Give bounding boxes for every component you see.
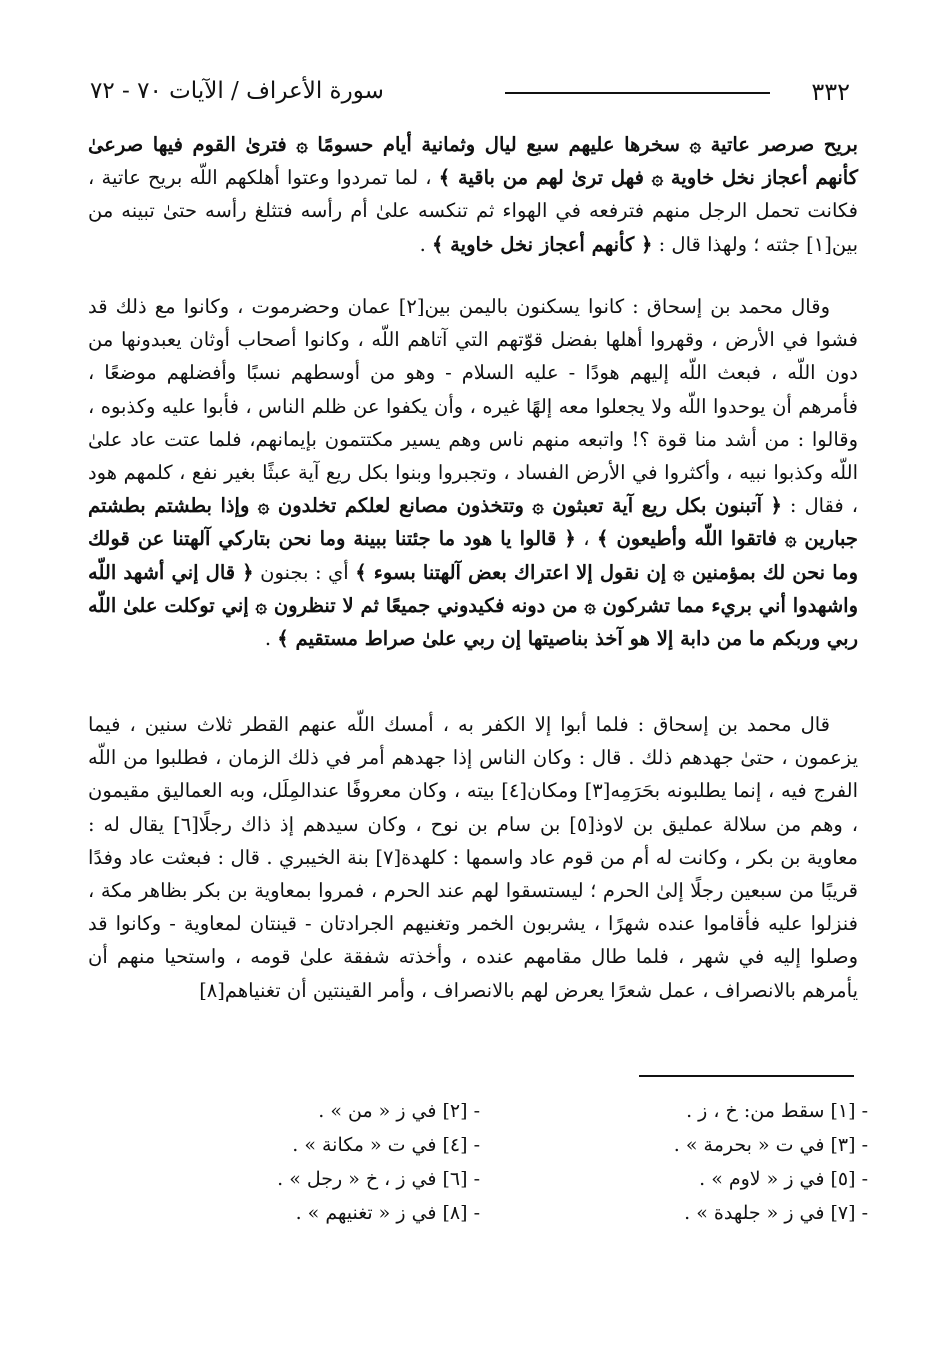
footnote-mark: [٣] - [830,1134,868,1156]
text-run: أي : بجنون [253,560,356,584]
footnotes [88,1100,868,1240]
header-rule [505,92,770,94]
text-run: . [264,627,278,651]
footnote-mark: [٦] - [442,1168,480,1190]
footnote-6 [277,1168,480,1190]
footnote-mark: [٢] - [442,1100,480,1122]
footnote-mark: [٧] - [830,1202,868,1224]
footnote-rule [639,1075,854,1077]
footnote-4 [292,1134,480,1156]
text-run: بريح صرصر عاتية ۞ سخرها عليهم سبع ليال وثمانية أيام حسومًا ۞ فترىٰ القوم فيها صرعىٰ كأنهم أعجاز نخل خاوية ۞ فهل ترىٰ لهم من باقية ﴾ [88,133,859,190]
footnote-text: في ز « جلهدة » . [684,1202,825,1224]
footnote-text: في ز « لاوم » . [699,1168,825,1190]
quran-quote: ﴿ قالوا يا هود ما جئتنا ببينة وما نحن بتاركي آلهتنا عن قولك وما نحن لك بمؤمنين ۞ إن نقول إلا اعتراك بعض آلهتنا بسوء ﴾ [88,527,858,584]
running-title: سورة الأعراف / الآيات ٧٠ - ٧٢ [90,78,384,104]
text-run: ، [575,527,597,551]
paragraph-3 [88,708,858,1007]
footnote-5 [699,1168,868,1190]
quran-quote: ﴿ قال إني أشهد اللّه واشهدوا أني بريء مما تشركون ۞ من دونه فكيدوني جميعًا ثم لا تنظرون ۞ إني توكلت علىٰ اللّه ربي وربكم ما من دابة إلا هو آخذ بناصيتها إن ربي علىٰ صراط مستقيم ﴾ [88,560,858,651]
text-run: قال محمد بن إسحاق : فلما أبوا إلا الكفر به ، أمسك اللّه عنهم القطر ثلاث سنين ، فيما يزعمون ، حتىٰ جهدهم ذلك . قال : وكان الناس إذا جهدهم أمر في ذلك الزمان ، فطلبوا من اللّه الفرج فيه ، إنما يطلبونه بحَرَمِه[٣] ومكان[٤] بيته ، وكان معروفًا عندالمِلَل، وبه العماليق مقيمون ، وهم من سلالة عمليق بن لاوذ[٥] بن سام بن نوح ، وكان سيدهم إذ ذاك رجلًا[٦] يقال له : معاوية بن بكر ، وكانت له أم من قوم عاد واسمها : كلهدة[٧] بنة الخيبري . قال : فبعثت عاد وفدًا قريبًا من سبعين رجلًا إلىٰ الحرم ؛ ليستسقوا لهم عند الحرم ، فمروا بمعاوية بن بكر بظاهر مكة ، فنزلوا عليه فأقاموا عنده شهرًا ، يشربون الخمر وتغنيهم الجرادتان - قينتان لمعاوية - وكانوا قد وصلوا إليه في شهر ، فلما طال مقامهم عنده ، وأخذته شفقة علىٰ قومه ، واستحيا منهم أن يأمرهم بالانصراف ، عمل شعرًا يعرض لهم بالانصراف ، وأمر القينتين أن تغنياهم[٨] [88,713,859,1002]
quran-quote: ﴿ آتبنون بكل ريع آية تعبثون ۞ وتتخذون مصانع لعلكم تخلدون ۞ وإذا بطشتم بطشتم جبارين ۞ فاتقوا اللّه وأطيعون ﴾ [88,494,858,551]
footnote-text: في ز « من » . [318,1100,437,1122]
footnote-8 [296,1202,480,1224]
footnote-7 [684,1202,868,1224]
paragraph-2 [88,290,858,655]
footnote-1 [686,1100,868,1122]
footnote-mark: [١] - [830,1100,868,1122]
text-run: ، لما تمردوا وعتوا أهلكهم اللّه بريح عاتية ، فكانت تحمل الرجل منهم فترفعه في الهواء ثم تنكسه علىٰ أم رأسه فتثلغ رأسه حتىٰ تبينه من بين[١] جثته ؛ ولهذا قال : [88,166,858,256]
footnote-text: سقط من: خ ، ز . [686,1100,825,1122]
footnote-text: في ت « بحرمة » . [673,1134,825,1156]
footnote-mark: [٤] - [442,1134,480,1156]
paragraph-1 [88,128,858,278]
page-header [90,78,850,112]
footnote-text: في ت « مكانة » . [292,1134,437,1156]
body-text [88,128,859,1002]
page-number: ٣٣٢ [811,78,850,106]
footnote-2 [318,1100,480,1122]
footnote-text: في ز ، خ « رجل » . [277,1168,437,1190]
footnote-mark: [٨] - [442,1202,480,1224]
quran-quote: ﴿ كأنهم أعجاز نخل خاوية ﴾ [431,232,653,256]
text-run: وقال محمد بن إسحاق : كانوا يسكنون باليمن بين[٢] عمان وحضرموت ، وكانوا مع ذلك قد فشوا في الأرض ، وقهروا أهلها بفضل قوّتهم التي آتاهم اللّه ، وكانوا أصحاب أوثان يعبدونها من دون اللّه ، فبعث اللّه إليهم هودًا - عليه السلام - وهو من أوسطهم نسبًا وأفضلهم موضعًا ، فأمرهم أن يوحدوا اللّه ولا يجعلوا معه إلهًا غيره ، وأن يكفوا عن ظلم الناس ، فأبوا عليه وكذبوه ، وقالوا : من أشد منا قوة ؟! واتبعه منهم ناس وهم يسير مكتتمون بإيمانهم، فلما عتت عاد علىٰ اللّه وكذبوا نبيه ، وأكثروا في الأرض الفساد ، وتجبروا وبنوا بكل ريع آية عبثًا بغير نفع ، كلمهم هود ، فقال : [88,295,858,518]
footnote-3 [674,1134,868,1156]
footnote-text: في ز « تغنيهم » . [295,1202,437,1224]
text-run: . [419,232,432,256]
footnote-mark: [٥] - [830,1168,868,1190]
